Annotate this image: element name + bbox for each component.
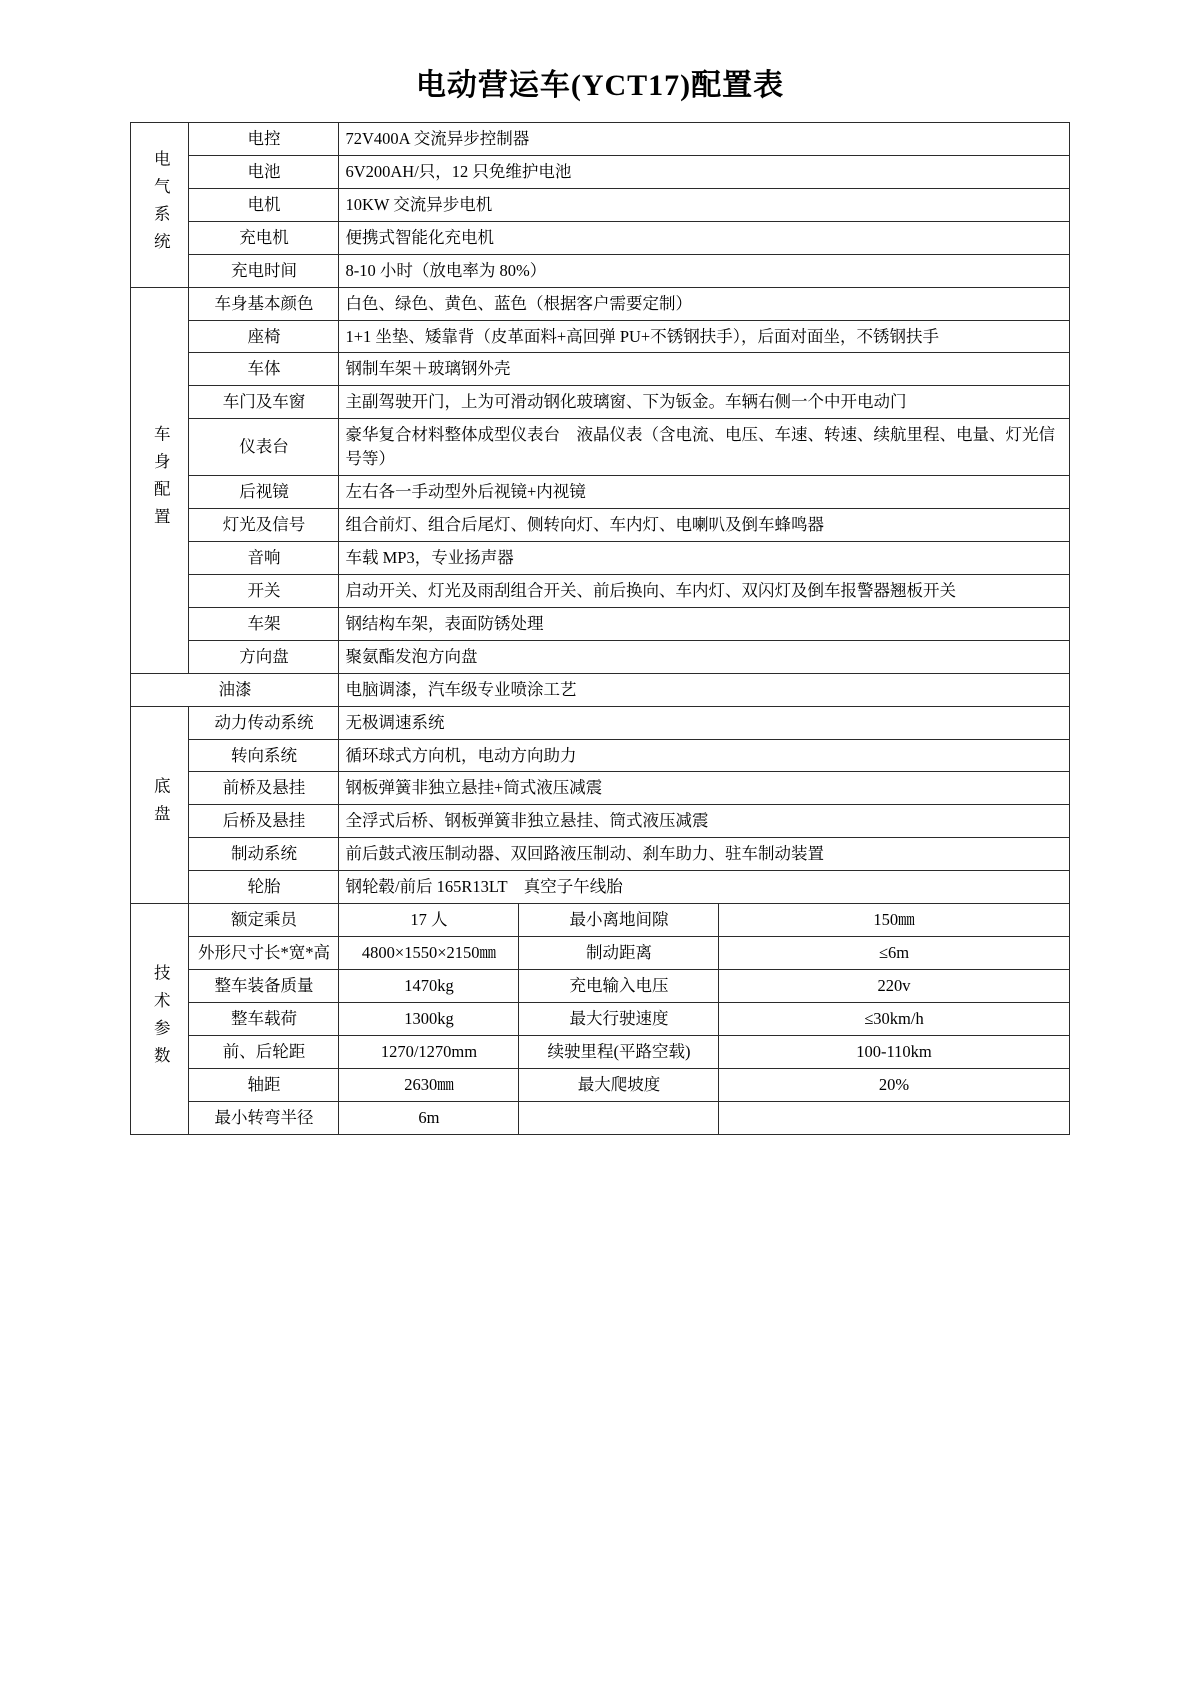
- row-value: 钢制车架＋玻璃钢外壳: [339, 353, 1069, 386]
- table-row: [131, 607, 1069, 640]
- row-value: 白色、绿色、黄色、蓝色（根据客户需要定制）: [339, 287, 1069, 320]
- row-label: 座椅: [189, 320, 339, 353]
- group-label-text: 技术参数: [151, 963, 171, 1074]
- table-row: [131, 353, 1069, 386]
- row-value: 启动开关、灯光及雨刮组合开关、前后换向、车内灯、双闪灯及倒车报警器翘板开关: [339, 574, 1069, 607]
- table-row: [131, 871, 1069, 904]
- row-label: 电池: [189, 155, 339, 188]
- tech-param-value-empty: [719, 1101, 1069, 1134]
- row-value: 聚氨酯发泡方向盘: [339, 640, 1069, 673]
- table-row: [131, 739, 1069, 772]
- row-label: 电机: [189, 188, 339, 221]
- row-value: 豪华复合材料整体成型仪表台 液晶仪表（含电流、电压、车速、转速、续航里程、电量、灯光信号等）: [339, 419, 1069, 476]
- table-row: [131, 706, 1069, 739]
- group-label-electrical: [131, 123, 189, 288]
- page-title: 电动营运车(YCT17)配置表: [415, 69, 785, 102]
- table-row: [131, 419, 1069, 476]
- table-row-technical: [131, 1068, 1069, 1101]
- table-row: [131, 287, 1069, 320]
- tech-param-label: 额定乘员: [189, 904, 339, 937]
- row-value: 8-10 小时（放电率为 80%）: [339, 254, 1069, 287]
- row-value: 循环球式方向机，电动方向助力: [339, 739, 1069, 772]
- row-value: 前后鼓式液压制动器、双回路液压制动、刹车助力、驻车制动装置: [339, 838, 1069, 871]
- row-label: 前桥及悬挂: [189, 772, 339, 805]
- row-value: 1+1 坐垫、矮靠背（皮革面料+高回弹 PU+不锈钢扶手），后面对面坐，不锈钢扶手: [339, 320, 1069, 353]
- row-label: 动力传动系统: [189, 706, 339, 739]
- row-label: 后桥及悬挂: [189, 805, 339, 838]
- table-row-technical: [131, 1101, 1069, 1134]
- tech-param-value: 2630㎜: [339, 1068, 519, 1101]
- tech-param-label: 最小转弯半径: [189, 1101, 339, 1134]
- specification-table: [130, 122, 1069, 1135]
- row-label: 充电时间: [189, 254, 339, 287]
- row-value: 主副驾驶开门，上为可滑动钢化玻璃窗、下为钣金。车辆右侧一个中开电动门: [339, 386, 1069, 419]
- tech-param-label: 轴距: [189, 1068, 339, 1101]
- table-row-technical: [131, 969, 1069, 1002]
- tech-param-value: 100-110km: [719, 1035, 1069, 1068]
- row-value: 便携式智能化充电机: [339, 221, 1069, 254]
- row-label: 充电机: [189, 221, 339, 254]
- row-value: 钢结构车架，表面防锈处理: [339, 607, 1069, 640]
- row-value: 车载 MP3，专业扬声器: [339, 541, 1069, 574]
- tech-param-value: ≤6m: [719, 937, 1069, 970]
- table-row-technical: [131, 1002, 1069, 1035]
- group-label-text: 车身配置: [151, 425, 171, 536]
- group-label-chassis: [131, 706, 189, 904]
- tech-param-label: 制动距离: [519, 937, 719, 970]
- row-value: 组合前灯、组合后尾灯、侧转向灯、车内灯、电喇叭及倒车蜂鸣器: [339, 509, 1069, 542]
- tech-param-label-empty: [519, 1101, 719, 1134]
- table-row: [131, 188, 1069, 221]
- table-row: [131, 476, 1069, 509]
- table-row: [131, 838, 1069, 871]
- tech-param-label: 最大行驶速度: [519, 1002, 719, 1035]
- table-row: [131, 772, 1069, 805]
- row-value: 钢轮毂/前后 165R13LT 真空子午线胎: [339, 871, 1069, 904]
- tech-param-value: 1300kg: [339, 1002, 519, 1035]
- table-row-technical: [131, 937, 1069, 970]
- tech-param-label: 前、后轮距: [189, 1035, 339, 1068]
- table-row: [131, 221, 1069, 254]
- tech-param-value: 220v: [719, 969, 1069, 1002]
- row-value: 无极调速系统: [339, 706, 1069, 739]
- tech-param-value: 6m: [339, 1101, 519, 1134]
- row-value-paint: 电脑调漆，汽车级专业喷涂工艺: [339, 673, 1069, 706]
- table-row: [131, 155, 1069, 188]
- row-value: 左右各一手动型外后视镜+内视镜: [339, 476, 1069, 509]
- table-row-technical: [131, 904, 1069, 937]
- row-label: 灯光及信号: [189, 509, 339, 542]
- tech-param-label: 最小离地间隙: [519, 904, 719, 937]
- row-label: 电控: [189, 123, 339, 156]
- group-label-technical: [131, 904, 189, 1134]
- tech-param-value: 1270/1270mm: [339, 1035, 519, 1068]
- table-row: [131, 640, 1069, 673]
- table-row: [131, 386, 1069, 419]
- tech-param-label: 最大爬坡度: [519, 1068, 719, 1101]
- row-label: 仪表台: [189, 419, 339, 476]
- tech-param-label: 整车装备质量: [189, 969, 339, 1002]
- row-label: 制动系统: [189, 838, 339, 871]
- row-value: 72V400A 交流异步控制器: [339, 123, 1069, 156]
- table-row: [131, 254, 1069, 287]
- tech-param-value: 17 人: [339, 904, 519, 937]
- group-label-text: 底盘: [151, 777, 171, 833]
- table-row: [131, 574, 1069, 607]
- table-row: [131, 123, 1069, 156]
- row-label: 轮胎: [189, 871, 339, 904]
- row-value: 全浮式后桥、钢板弹簧非独立悬挂、筒式液压减震: [339, 805, 1069, 838]
- row-label: 音响: [189, 541, 339, 574]
- row-label: 车门及车窗: [189, 386, 339, 419]
- tech-param-label: 充电输入电压: [519, 969, 719, 1002]
- tech-param-label: 整车载荷: [189, 1002, 339, 1035]
- table-row: [131, 509, 1069, 542]
- row-label: 方向盘: [189, 640, 339, 673]
- row-label: 车架: [189, 607, 339, 640]
- row-label: 车身基本颜色: [189, 287, 339, 320]
- row-value: 钢板弹簧非独立悬挂+筒式液压减震: [339, 772, 1069, 805]
- row-label: 开关: [189, 574, 339, 607]
- row-label: 后视镜: [189, 476, 339, 509]
- tech-param-value: 4800×1550×2150㎜: [339, 937, 519, 970]
- row-label: 转向系统: [189, 739, 339, 772]
- tech-param-value: 1470kg: [339, 969, 519, 1002]
- row-label: 车体: [189, 353, 339, 386]
- tech-param-label: 续驶里程(平路空载): [519, 1035, 719, 1068]
- group-label-text: 电气系统: [151, 149, 171, 260]
- tech-param-value: ≤30km/h: [719, 1002, 1069, 1035]
- row-value: 10KW 交流异步电机: [339, 188, 1069, 221]
- tech-param-value: 20%: [719, 1068, 1069, 1101]
- row-value: 6V200AH/只，12 只免维护电池: [339, 155, 1069, 188]
- tech-param-label: 外形尺寸长*宽*高: [189, 937, 339, 970]
- table-row-paint: [131, 673, 1069, 706]
- table-row: [131, 805, 1069, 838]
- table-row: [131, 541, 1069, 574]
- table-row-technical: [131, 1035, 1069, 1068]
- tech-param-value: 150㎜: [719, 904, 1069, 937]
- table-row: [131, 320, 1069, 353]
- group-label-body: [131, 287, 189, 673]
- row-label-paint: 油漆: [131, 673, 339, 706]
